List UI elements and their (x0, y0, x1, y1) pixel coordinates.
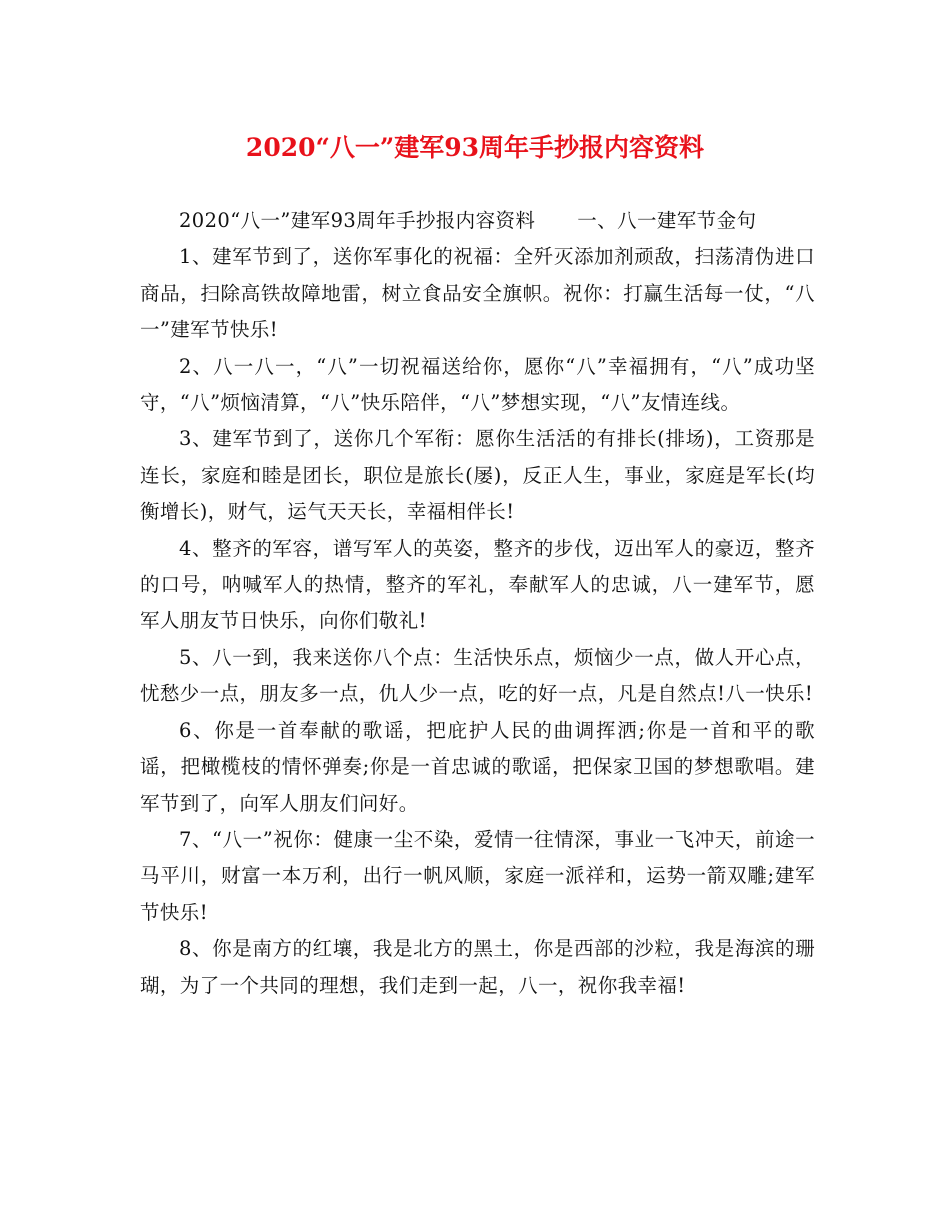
section-heading: 一、八一建军节金句 (577, 209, 757, 232)
paragraph-3: 3、建军节到了，送你几个军衔：愿你生活活的有排长(排场)，工资那是连长，家庭和睦是团长，职位是旅长(屡)，反正人生，事业，家庭是军长(均衡增长)，财气，运气天天长，幸福相伴长! (140, 427, 815, 524)
paragraph-6: 6、你是一首奉献的歌谣，把庇护人民的曲调挥洒;你是一首和平的歌谣，把橄榄枝的情怀弹奏;你是一首忠诚的歌谣，把保家卫国的梦想歌唱。建军节到了，向军人朋友们问好。 (140, 718, 815, 815)
paragraph-4: 4、整齐的军容，谱写军人的英姿，整齐的步伐，迈出军人的豪迈，整齐的口号，呐喊军人的热情，整齐的军礼，奉献军人的忠诚，八一建军节，愿军人朋友节日快乐，向你们敬礼! (140, 536, 815, 633)
paragraph-1: 1、建军节到了，送你军事化的祝福：全歼灭添加剂顽敌，扫荡清伪进口商品，扫除高铁故障地雷，树立食品安全旗帜。祝你：打赢生活每一仗，“八一”建军节快乐! (140, 245, 815, 342)
paragraph-7: 7、“八一”祝你：健康一尘不染，爱情一往情深，事业一飞冲天，前途一马平川，财富一本万利，出行一帆风顺，家庭一派祥和，运势一箭双雕;建军节快乐! (140, 827, 815, 924)
paragraph-8: 8、你是南方的红壤，我是北方的黑土，你是西部的沙粒，我是海滨的珊瑚，为了一个共同的理想，我们走到一起，八一，祝你我幸福! (140, 937, 815, 997)
document-title: 2020“八一”建军93周年手抄报内容资料 (245, 133, 705, 162)
intro-paragraph (140, 203, 815, 239)
paragraph-5: 5、八一到，我来送你八个点：生活快乐点，烦恼少一点，做人开心点，忧愁少一点，朋友多一点，仇人少一点，吃的好一点，凡是自然点!八一快乐! (140, 645, 815, 706)
intro-lead: 2020“八一”建军93周年手抄报内容资料 (179, 209, 536, 232)
document-body (140, 203, 815, 1004)
paragraph-2: 2、八一八一，“八”一切祝福送给你，愿你“八”幸福拥有，“八”成功坚守，“八”烦恼清算，“八”快乐陪伴，“八”梦想实现，“八”友情连线。 (140, 354, 815, 415)
